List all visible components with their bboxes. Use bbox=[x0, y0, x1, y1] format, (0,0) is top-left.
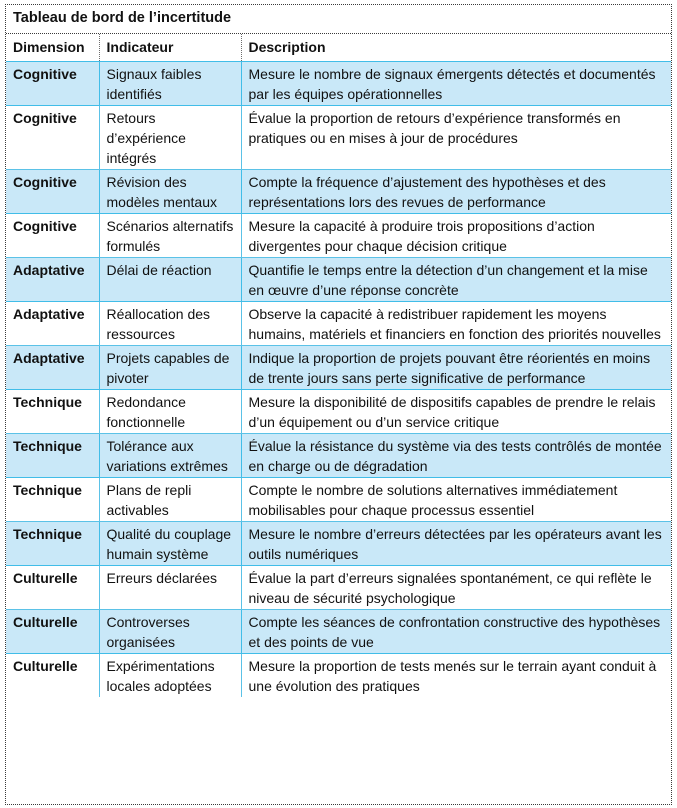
cell-description: Évalue la résistance du système via des tests contrôlés de montée en charge ou de dégradation bbox=[241, 434, 671, 478]
cell-indicateur: Révision des modèles mentaux bbox=[99, 170, 241, 214]
table-row bbox=[6, 390, 671, 434]
cell-dimension: Cognitive bbox=[6, 62, 99, 106]
cell-description: Évalue la part d’erreurs signalées spontanément, ce qui reflète le niveau de sécurité psychologique bbox=[241, 566, 671, 610]
cell-indicateur: Erreurs déclarées bbox=[99, 566, 241, 610]
header-row bbox=[6, 34, 671, 62]
cell-description: Compte le nombre de solutions alternatives immédiatement mobilisables pour chaque processus essentiel bbox=[241, 478, 671, 522]
cell-dimension: Technique bbox=[6, 390, 99, 434]
cell-dimension: Technique bbox=[6, 522, 99, 566]
cell-dimension: Cognitive bbox=[6, 214, 99, 258]
cell-description: Mesure la capacité à produire trois propositions d’action divergentes pour chaque décision critique bbox=[241, 214, 671, 258]
uncertainty-dashboard-frame bbox=[5, 4, 672, 805]
cell-indicateur: Qualité du couplage humain système bbox=[99, 522, 241, 566]
table-row bbox=[6, 478, 671, 522]
table-row bbox=[6, 434, 671, 478]
cell-dimension: Cognitive bbox=[6, 170, 99, 214]
cell-indicateur: Réallocation des ressources bbox=[99, 302, 241, 346]
cell-dimension: Adaptative bbox=[6, 302, 99, 346]
uncertainty-dashboard-table bbox=[6, 34, 671, 697]
cell-dimension: Culturelle bbox=[6, 654, 99, 698]
column-header-description: Description bbox=[241, 34, 671, 62]
cell-indicateur: Signaux faibles identifiés bbox=[99, 62, 241, 106]
table-row bbox=[6, 610, 671, 654]
cell-indicateur: Plans de repli activables bbox=[99, 478, 241, 522]
cell-indicateur: Controverses organisées bbox=[99, 610, 241, 654]
table-title: Tableau de bord de l’incertitude bbox=[6, 5, 671, 34]
table-row bbox=[6, 346, 671, 390]
cell-dimension: Technique bbox=[6, 434, 99, 478]
cell-dimension: Cognitive bbox=[6, 106, 99, 170]
cell-description: Quantifie le temps entre la détection d’un changement et la mise en œuvre d’une réponse concrète bbox=[241, 258, 671, 302]
cell-indicateur: Retours d’expérience intégrés bbox=[99, 106, 241, 170]
cell-indicateur: Tolérance aux variations extrêmes bbox=[99, 434, 241, 478]
column-header-indicateur: Indicateur bbox=[99, 34, 241, 62]
table-row bbox=[6, 214, 671, 258]
table-row bbox=[6, 62, 671, 106]
cell-indicateur: Délai de réaction bbox=[99, 258, 241, 302]
table-row bbox=[6, 654, 671, 698]
table-row bbox=[6, 170, 671, 214]
cell-indicateur: Redondance fonctionnelle bbox=[99, 390, 241, 434]
cell-description: Compte la fréquence d’ajustement des hypothèses et des représentations lors des revues de performance bbox=[241, 170, 671, 214]
cell-description: Observe la capacité à redistribuer rapidement les moyens humains, matériels et financiers en fonction des priorités nouvelles bbox=[241, 302, 671, 346]
cell-indicateur: Expérimentations locales adoptées bbox=[99, 654, 241, 698]
cell-dimension: Technique bbox=[6, 478, 99, 522]
cell-description: Mesure la disponibilité de dispositifs capables de prendre le relais d’un équipement ou d’un service critique bbox=[241, 390, 671, 434]
cell-dimension: Culturelle bbox=[6, 566, 99, 610]
cell-dimension: Culturelle bbox=[6, 610, 99, 654]
table-row bbox=[6, 302, 671, 346]
cell-description: Mesure le nombre d’erreurs détectées par les opérateurs avant les outils numériques bbox=[241, 522, 671, 566]
cell-dimension: Adaptative bbox=[6, 258, 99, 302]
cell-indicateur: Projets capables de pivoter bbox=[99, 346, 241, 390]
cell-dimension: Adaptative bbox=[6, 346, 99, 390]
cell-indicateur: Scénarios alternatifs formulés bbox=[99, 214, 241, 258]
table-row bbox=[6, 522, 671, 566]
table-row bbox=[6, 258, 671, 302]
column-header-dimension: Dimension bbox=[6, 34, 99, 62]
cell-description: Mesure la proportion de tests menés sur le terrain ayant conduit à une évolution des pratiques bbox=[241, 654, 671, 698]
cell-description: Mesure le nombre de signaux émergents détectés et documentés par les équipes opérationnelles bbox=[241, 62, 671, 106]
cell-description: Évalue la proportion de retours d’expérience transformés en pratiques ou en mises à jour de procédures bbox=[241, 106, 671, 170]
cell-description: Indique la proportion de projets pouvant être réorientés en moins de trente jours sans perte significative de performance bbox=[241, 346, 671, 390]
table-row bbox=[6, 566, 671, 610]
cell-description: Compte les séances de confrontation constructive des hypothèses et des points de vue bbox=[241, 610, 671, 654]
table-row bbox=[6, 106, 671, 170]
